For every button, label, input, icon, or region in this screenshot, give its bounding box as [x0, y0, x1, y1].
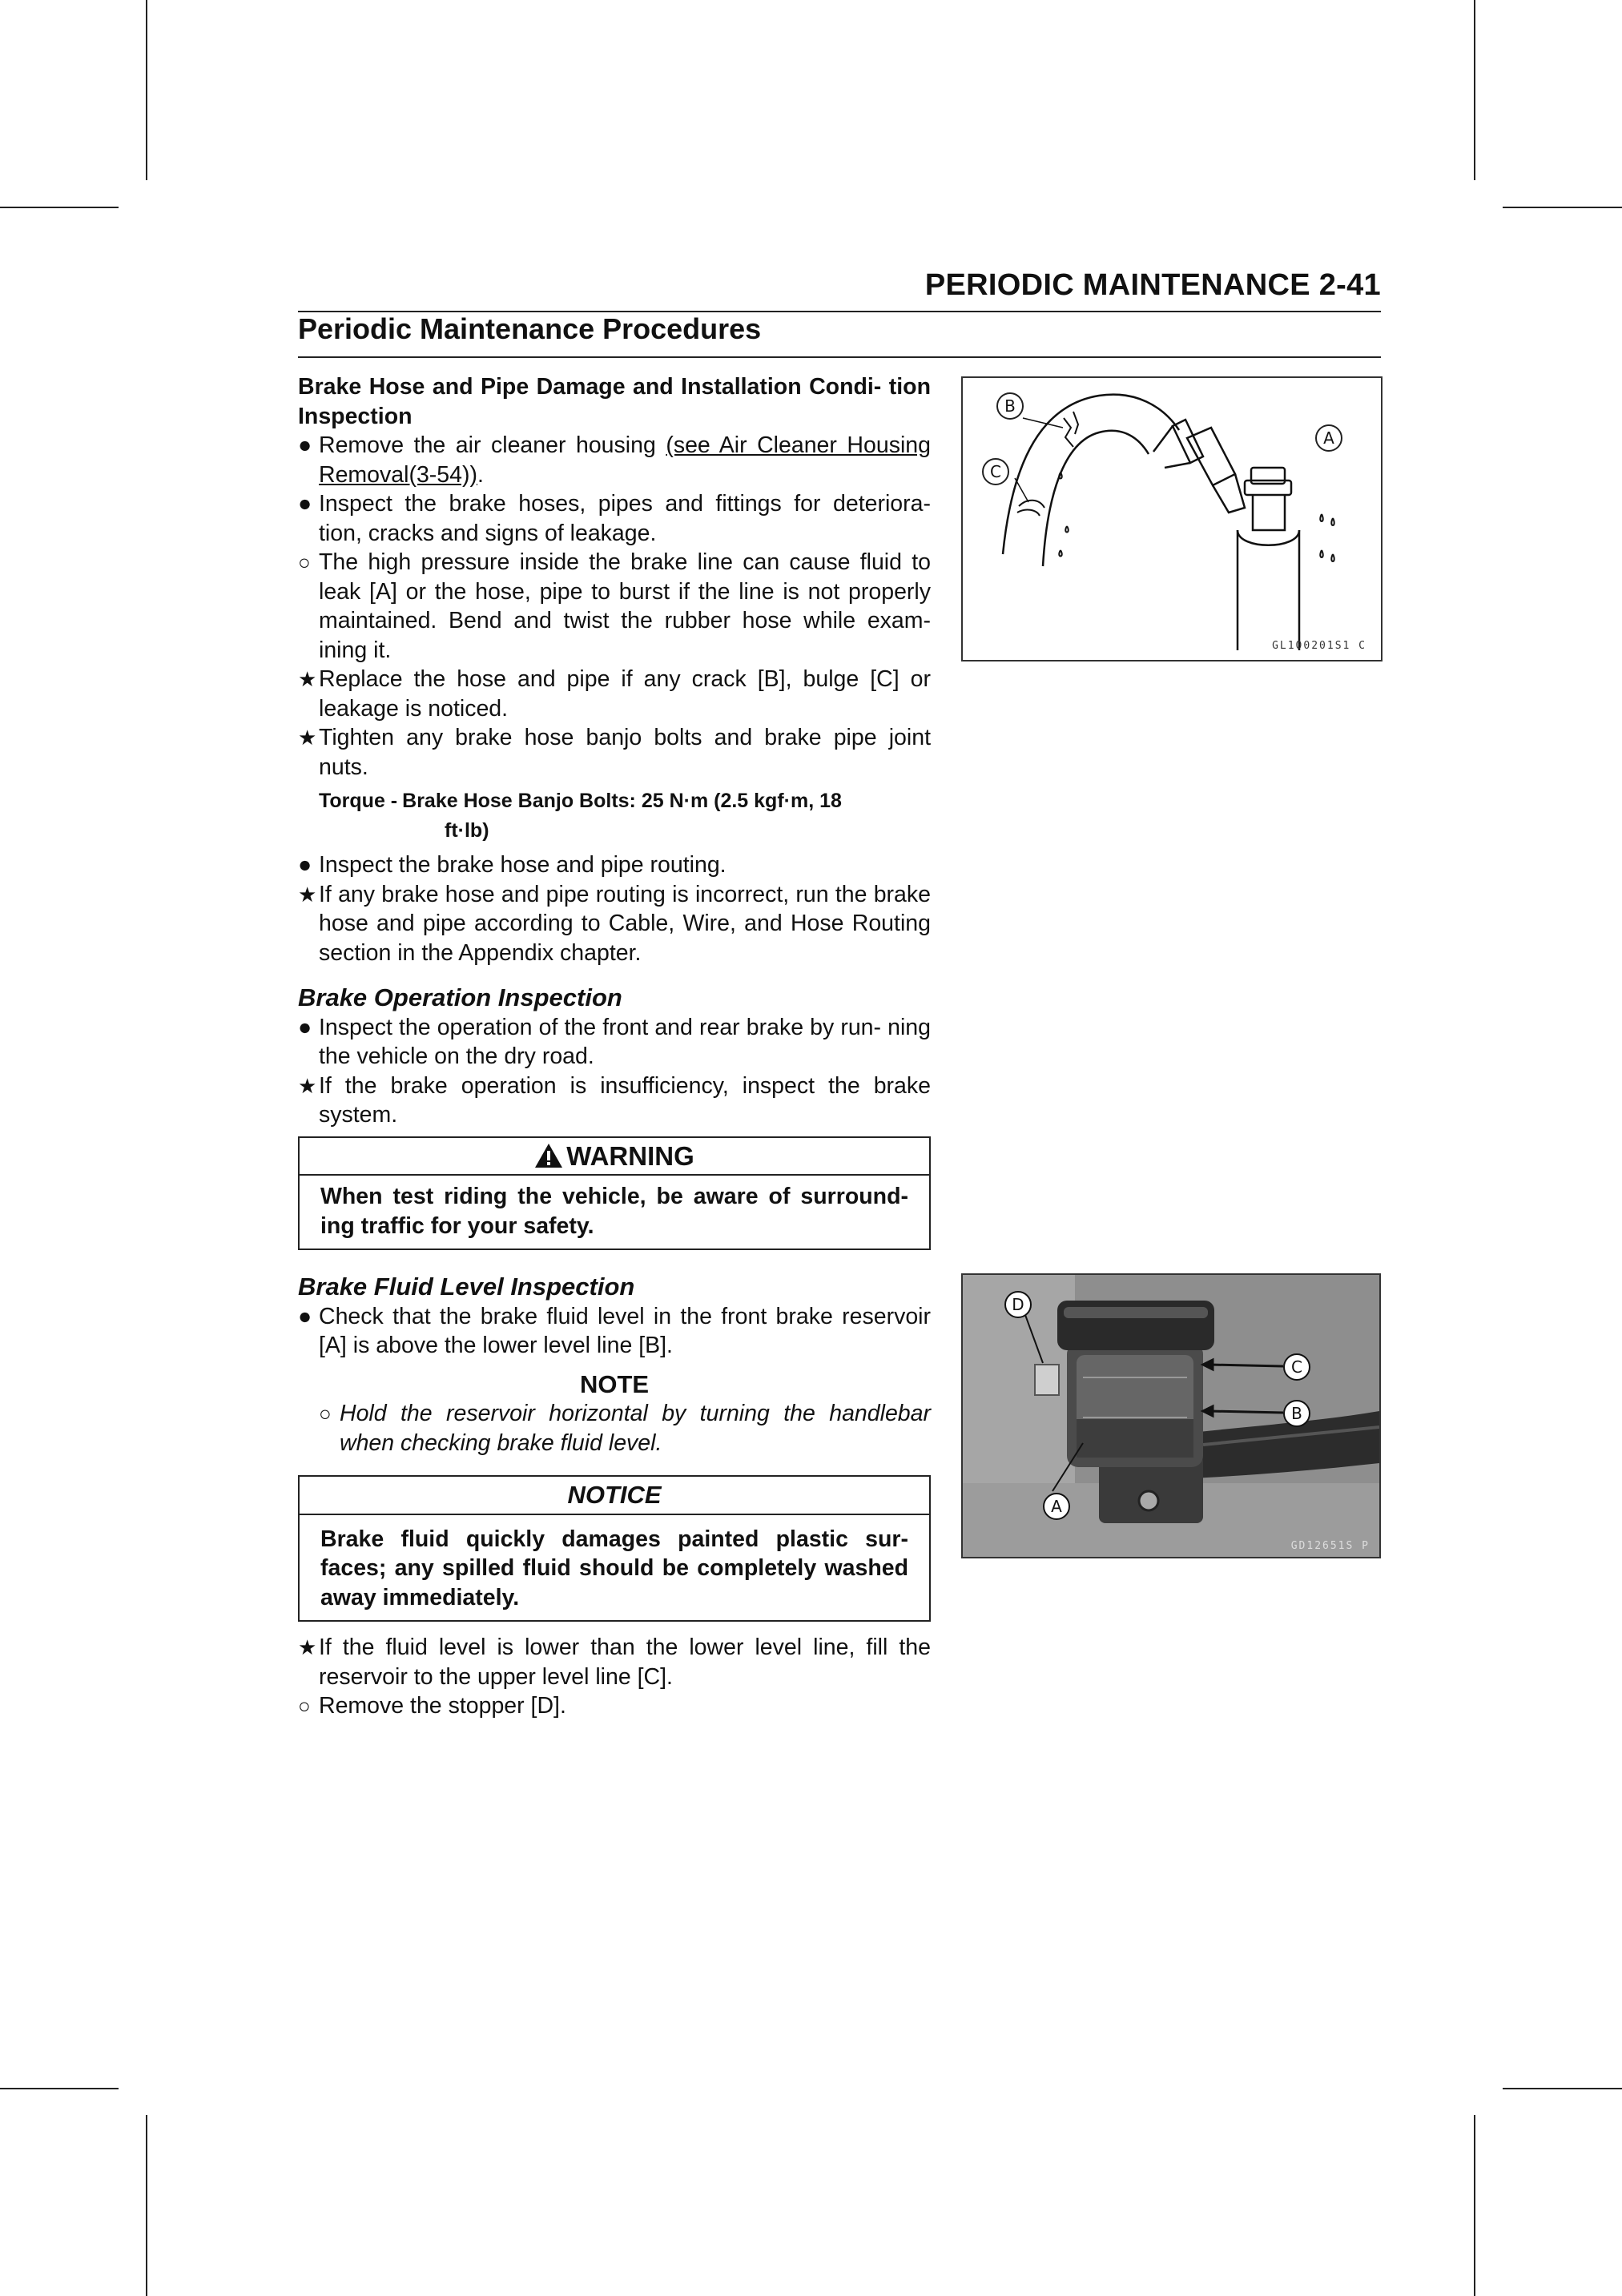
- list-item: [298, 880, 931, 968]
- brake-reservoir-photo: [963, 1275, 1379, 1557]
- item-text: Remove the stopper [D].: [319, 1693, 566, 1719]
- item-text: Check that the brake fluid level in the front brake reservoir [A] is above the lower level line [B].: [319, 1303, 931, 1358]
- star-marker: ★: [298, 1635, 317, 1659]
- item-text: .: [477, 461, 484, 488]
- list-item: [298, 1072, 931, 1130]
- warning-header: [300, 1138, 929, 1176]
- callout-label: A: [1315, 424, 1342, 452]
- item-text: If the fluid level is lower than the lower level line, fill the reservoir to the upper level line [C].: [319, 1635, 931, 1690]
- callout-label: B: [1283, 1400, 1310, 1427]
- crop-mark: [0, 2088, 119, 2089]
- callout-label: B: [996, 392, 1024, 420]
- callout-label: A: [1043, 1493, 1070, 1520]
- circle-marker: ○: [319, 1401, 332, 1425]
- brake-hose-figure: [961, 376, 1383, 661]
- subsection-heading: Brake Operation Inspection: [298, 983, 622, 1011]
- item-text: If any brake hose and pipe routing is incorrect, run the brake hose and pipe according to Cable, Wire, and Hose Routing section in the Appendix chapter.: [319, 881, 931, 966]
- item-text: Tighten any brake hose banjo bolts and brake pipe joint nuts.: [319, 725, 931, 780]
- crop-mark: [0, 207, 119, 208]
- warning-title: WARNING: [566, 1140, 694, 1171]
- item-text: Inspect the brake hose and pipe routing.: [319, 852, 726, 878]
- note-item: [298, 1399, 931, 1458]
- note-text: Hold the reservoir horizontal by turning the handlebar when checking brake fluid level.: [340, 1401, 931, 1456]
- note-title: NOTE: [579, 1369, 650, 1398]
- torque-value: Brake Hose Banjo Bolts: 25 N·m (2.5 kgf·m, 18: [402, 790, 842, 812]
- list-item: [298, 1691, 931, 1721]
- subsection-heading: Brake Fluid Level Inspection: [298, 1273, 635, 1301]
- crop-mark: [146, 0, 147, 180]
- bullet-marker: ●: [298, 1303, 312, 1329]
- list-item: [298, 548, 931, 665]
- list-item: [298, 1302, 931, 1361]
- star-marker: ★: [298, 667, 317, 691]
- item-text: Inspect the operation of the front and rear brake by run- ning the vehicle on the dry road.: [319, 1014, 931, 1069]
- torque-label: Torque -: [319, 790, 398, 812]
- crop-mark: [1503, 2088, 1622, 2089]
- crop-mark: [1474, 0, 1475, 180]
- star-marker: ★: [298, 882, 317, 907]
- chapter-page-title: PERIODIC MAINTENANCE 2-41: [924, 268, 1381, 302]
- list-item: [298, 1633, 931, 1691]
- torque-value-continued: ft·lb): [445, 819, 489, 842]
- item-text: Remove the air cleaner housing: [319, 432, 666, 458]
- list-item: [298, 665, 931, 723]
- list-item: [298, 431, 931, 489]
- torque-spec: [298, 786, 931, 846]
- item-text: Inspect the brake hoses, pipes and fittings for deteriora- tion, cracks and signs of leakage.: [319, 491, 931, 546]
- item-text: The high pressure inside the brake line can cause fluid to leak [A] or the hose, pipe to burst if the line is not properly maintained. Bend and twist the rubber hose while exam- ining it.: [319, 549, 931, 663]
- crop-mark: [1503, 207, 1622, 208]
- bullet-marker: ●: [298, 491, 312, 517]
- bullet-marker: ●: [298, 852, 312, 878]
- star-marker: ★: [298, 1073, 317, 1098]
- section-title: Periodic Maintenance Procedures: [298, 312, 762, 345]
- figure-code: GD12651S P: [1290, 1540, 1370, 1552]
- main-column: [298, 372, 931, 1721]
- bullet-marker: ●: [298, 1014, 312, 1040]
- bullet-marker: ●: [298, 432, 312, 458]
- circle-marker: ○: [298, 550, 311, 574]
- circle-marker: ○: [298, 1694, 311, 1718]
- brake-reservoir-figure: [961, 1273, 1381, 1558]
- crop-mark: [146, 2115, 147, 2296]
- crop-mark: [1474, 2115, 1475, 2296]
- star-marker: ★: [298, 726, 317, 750]
- notice-title: NOTICE: [300, 1477, 929, 1515]
- figure-code: GL100201S1 C: [1272, 640, 1366, 652]
- brake-hose-illustration: [963, 378, 1381, 660]
- warning-triangle-icon: [534, 1143, 563, 1168]
- warning-box: [298, 1136, 931, 1251]
- list-item: [298, 489, 931, 548]
- list-item: [298, 723, 931, 782]
- list-item: [298, 1013, 931, 1072]
- callout-label: D: [1004, 1291, 1032, 1318]
- callout-label: C: [982, 458, 1009, 485]
- notice-text: Brake fluid quickly damages painted plastic sur- faces; any spilled fluid should be completely washed away immediately.: [320, 1526, 908, 1610]
- callout-label: C: [1283, 1353, 1310, 1381]
- section-rule: [298, 356, 1381, 358]
- cross-reference-link[interactable]: (see Air Cleaner Housing Removal(3-54)): [319, 432, 931, 488]
- list-item: [298, 850, 931, 880]
- page-header: [298, 268, 1381, 308]
- subsection-heading: Brake Hose and Pipe Damage and Installation Condi- tion Inspection: [298, 374, 931, 429]
- item-text: Replace the hose and pipe if any crack [B], bulge [C] or leakage is noticed.: [319, 666, 931, 722]
- item-text: If the brake operation is insufficiency, inspect the brake system.: [319, 1072, 931, 1128]
- warning-text: When test riding the vehicle, be aware of surround- ing traffic for your safety.: [320, 1184, 908, 1239]
- notice-box: [298, 1475, 931, 1622]
